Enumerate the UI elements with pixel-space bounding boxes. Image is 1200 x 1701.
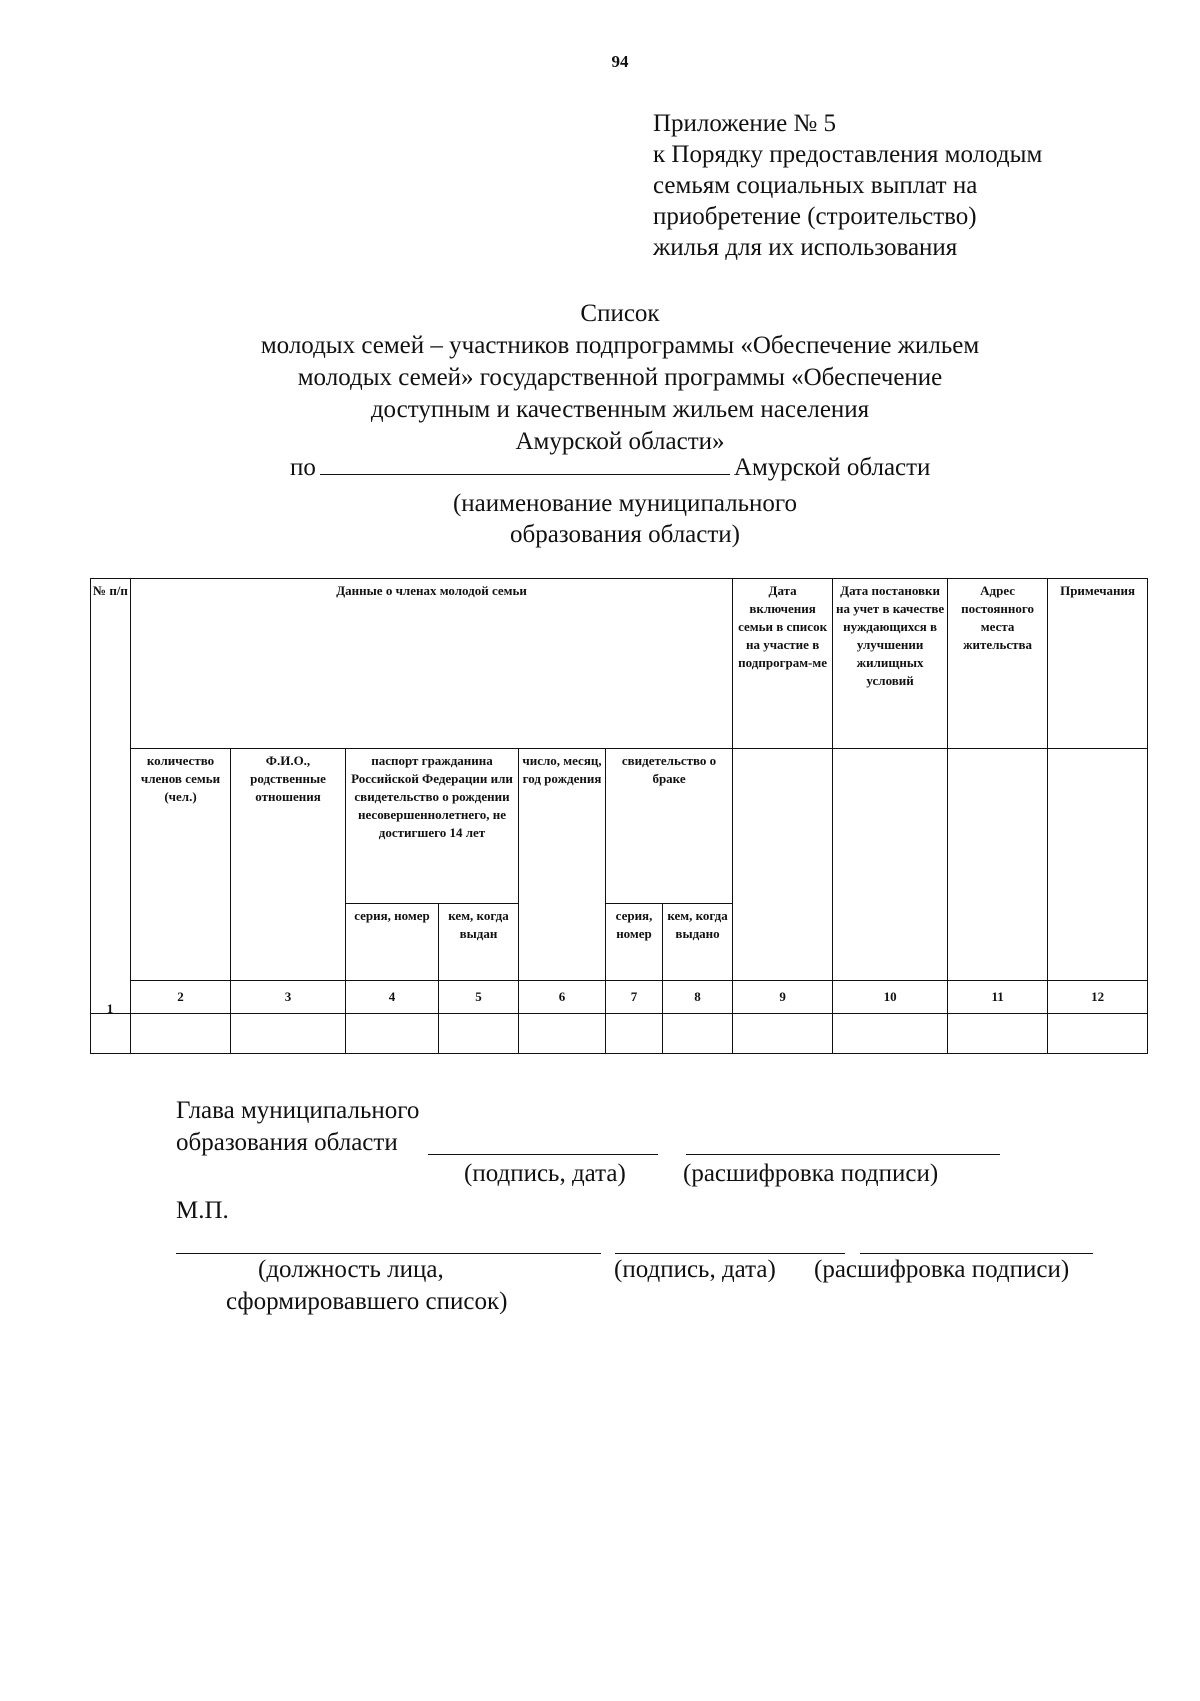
compiler-decode-blank[interactable]	[860, 1228, 1093, 1254]
empty-cell[interactable]	[439, 1014, 519, 1054]
column-number: 6	[519, 981, 606, 1014]
column-number: 9	[733, 981, 833, 1014]
head-decode-caption: (расшифровка подписи)	[683, 1160, 939, 1187]
municipality-blank-field[interactable]	[320, 452, 730, 475]
empty-cell	[833, 749, 948, 981]
header-birth-date: число, месяц, год рождения	[519, 749, 606, 981]
header-date-inclusion: Дата включения семьи в список на участие в подпрограм-ме	[733, 579, 833, 749]
header-number: № п/п	[91, 579, 131, 1014]
empty-cell[interactable]	[131, 1014, 231, 1054]
empty-cell[interactable]	[948, 1014, 1048, 1054]
header-series-number: серия, номер	[346, 904, 439, 981]
position-blank[interactable]	[176, 1228, 601, 1254]
column-number: 11	[948, 981, 1048, 1014]
empty-cell	[948, 749, 1048, 981]
column-number: 10	[833, 981, 948, 1014]
appendix-line: семьям социальных выплат на	[653, 172, 978, 199]
empty-cell[interactable]	[663, 1014, 733, 1054]
municipality-line	[290, 452, 930, 482]
header-marriage-cert: свидетельство о браке	[606, 749, 733, 904]
compiler-signature-blank[interactable]	[615, 1228, 845, 1254]
column-number: 8	[663, 981, 733, 1014]
column-number: 5	[439, 981, 519, 1014]
caption-line: (наименование муниципального	[452, 490, 798, 517]
header-passport: паспорт гражданина Российской Федерации или свидетельство о рождении несовершеннолетнего, не достигшего 14 лет	[346, 749, 519, 904]
empty-cell[interactable]	[346, 1014, 439, 1054]
header-members-count: количество членов семьи (чел.)	[131, 749, 231, 981]
appendix-line: приобретение (строительство)	[653, 203, 977, 230]
position-caption-line2: сформировавшего список)	[226, 1288, 508, 1315]
empty-cell[interactable]	[91, 1014, 131, 1054]
po-prefix: по	[290, 454, 316, 481]
page-number: 94	[611, 52, 629, 71]
title-heading: Список	[580, 300, 660, 327]
appendix-line: Приложение № 5	[653, 110, 837, 137]
compiler-decode-caption: (расшифровка подписи)	[814, 1256, 1070, 1283]
stamp-label: М.П.	[176, 1197, 229, 1224]
title-line: доступным и качественным жильем населения	[370, 396, 870, 423]
header-address: Адрес постоянного места жительства	[948, 579, 1048, 749]
position-caption-line1: (должность лица,	[258, 1256, 444, 1283]
header-date-registration: Дата постановки на учет в качестве нуждающихся в улучшении жилищных условий	[833, 579, 948, 749]
empty-cell	[1048, 749, 1148, 981]
header-family-data: Данные о членах молодой семьи	[131, 579, 733, 749]
appendix-block	[653, 108, 1042, 263]
header-marriage-issued-by: кем, когда выдано	[663, 904, 733, 981]
empty-cell[interactable]	[733, 1014, 833, 1054]
empty-cell[interactable]	[1048, 1014, 1148, 1054]
empty-cell[interactable]	[231, 1014, 346, 1054]
municipality-caption	[0, 488, 1200, 550]
column-number: 2	[131, 981, 231, 1014]
family-list-table	[90, 578, 1148, 1054]
column-number: 4	[346, 981, 439, 1014]
appendix-line: жилья для их использования	[653, 234, 958, 261]
document-title	[0, 298, 1200, 458]
column-number: 12	[1048, 981, 1148, 1014]
title-line: Амурской области»	[515, 428, 725, 455]
appendix-line: к Порядку предоставления молодым	[653, 141, 1043, 168]
header-notes: Примечания	[1048, 579, 1148, 749]
column-number: 3	[231, 981, 346, 1014]
po-suffix: Амурской области	[733, 454, 931, 481]
empty-cell[interactable]	[833, 1014, 948, 1054]
header-issued-by: кем, когда выдан	[439, 904, 519, 981]
header-fio: Ф.И.О., родственные отношения	[231, 749, 346, 981]
head-decode-blank[interactable]	[686, 1128, 1000, 1155]
head-signature-blank[interactable]	[428, 1128, 658, 1155]
empty-cell[interactable]	[519, 1014, 606, 1054]
header-marriage-series: серия, номер	[606, 904, 663, 981]
head-title-line2: образования области	[176, 1129, 398, 1156]
title-line: молодых семей» государственной программы «Обеспечение	[297, 364, 943, 391]
head-title-line1: Глава муниципального	[176, 1097, 420, 1124]
column-number-1: 1	[106, 1001, 114, 1016]
column-number: 7	[606, 981, 663, 1014]
empty-cell[interactable]	[606, 1014, 663, 1054]
head-signature-caption: (подпись, дата)	[464, 1160, 626, 1187]
caption-line: образования области)	[509, 521, 741, 548]
title-line: молодых семей – участников подпрограммы «Обеспечение жильем	[260, 332, 980, 359]
empty-cell	[733, 749, 833, 981]
compiler-signature-caption: (подпись, дата)	[614, 1256, 776, 1283]
